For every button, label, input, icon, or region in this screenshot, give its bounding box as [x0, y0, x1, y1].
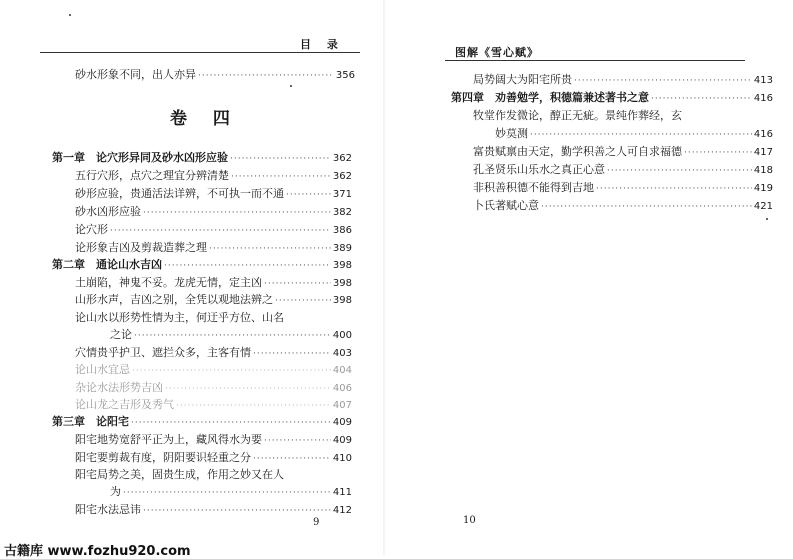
- toc-entry: [75, 451, 352, 466]
- toc-entry: [473, 109, 682, 123]
- toc-leader-dots: [253, 452, 331, 466]
- toc-entry-title: 土崩陷，神鬼不妥。龙虎无情，定主凶: [75, 276, 262, 289]
- toc-entry-title: 论山水以形势性情为主，何迂乎方位、山名: [75, 311, 284, 324]
- toc-leader-dots: [231, 170, 331, 184]
- page-number-left: 9: [313, 517, 320, 528]
- toc-leader-dots: [574, 74, 752, 88]
- toc-leader-dots: [164, 259, 331, 273]
- toc-leader-dots: [286, 188, 331, 202]
- toc-leader-dots: [134, 329, 331, 343]
- left-page: [0, 0, 385, 555]
- toc-entry: [473, 199, 773, 214]
- toc-entry-title: 论山龙之吉形及秀气: [75, 398, 174, 411]
- toc-entry-page: 389: [332, 243, 352, 254]
- toc-entry-page: 398: [332, 260, 352, 271]
- toc-leader-dots: [165, 382, 331, 396]
- toc-leader-dots: [132, 364, 331, 378]
- toc-leader-dots: [684, 146, 752, 160]
- toc-entry: [75, 398, 352, 413]
- toc-entry-page: 417: [753, 147, 773, 158]
- watermark-text: 古籍库 www.fozhu920.com: [4, 544, 191, 559]
- toc-entry-page: 416: [753, 129, 773, 140]
- running-head-right: 图解《雪心赋》: [455, 46, 539, 59]
- toc-entry-page: 398: [332, 295, 352, 306]
- toc-leader-dots: [253, 347, 331, 361]
- toc-entry-title: 杂论水法形势吉凶: [75, 381, 163, 394]
- toc-entry: [110, 485, 352, 500]
- toc-entry-page: 386: [332, 225, 352, 236]
- toc-entry-page: 362: [332, 153, 352, 164]
- page-number-right: 10: [463, 515, 476, 526]
- toc-entry-title: 卜氏著赋心意: [473, 199, 539, 212]
- scan-speck: [290, 85, 292, 87]
- toc-entry-page: 404: [332, 365, 352, 376]
- toc-entry-title: 非积善积德不能得到吉地: [473, 181, 594, 194]
- toc-entry: [75, 223, 352, 238]
- toc-entry-title: 穴情贵乎护卫、遮拦众多，主客有情: [75, 346, 251, 359]
- volume-heading: 卷 四: [170, 109, 240, 129]
- toc-entry-title: 第三章 论阳宅: [52, 415, 129, 428]
- toc-entry: [495, 127, 773, 142]
- toc-leader-dots: [541, 200, 752, 214]
- toc-entry: [75, 433, 352, 448]
- scan-speck: [69, 14, 71, 16]
- toc-entry-title: 砂水凶形应验: [75, 205, 141, 218]
- toc-leader-dots: [110, 224, 331, 238]
- toc-entry: [52, 258, 352, 273]
- toc-leader-dots: [143, 206, 331, 220]
- toc-leader-dots: [275, 294, 331, 308]
- toc-leader-dots: [651, 92, 752, 106]
- toc-leader-dots: [123, 486, 331, 500]
- toc-entry-title: 阳宅地势宽舒平正为上，藏风得水为要: [75, 433, 262, 446]
- scan-speck: [766, 218, 768, 220]
- toc-entry-page: 416: [753, 93, 773, 104]
- toc-entry-page: 409: [332, 417, 352, 428]
- toc-entry-title: 五行穴形，点穴之理宜分辨清楚: [75, 169, 229, 182]
- toc-entry-title: 妙莫测: [495, 127, 528, 140]
- toc-entry: [110, 328, 352, 343]
- toc-entry-title: 山形水声，吉凶之别，全凭以观地法辨之: [75, 293, 273, 306]
- toc-entry-title: 阳宅要剪裁有度，阴阳要识轻重之分: [75, 451, 251, 464]
- toc-entry-title: 局势阔大为阳宅所贵: [473, 73, 572, 86]
- toc-entry-page: 421: [753, 201, 773, 212]
- toc-entry-title: 第一章 论穴形异同及砂水凶形应验: [52, 151, 228, 164]
- toc-leader-dots: [143, 504, 331, 518]
- toc-entry-page: 382: [332, 207, 352, 218]
- toc-entry-title: 牧堂作发微论，醇正无疵。景纯作葬经，玄: [473, 109, 682, 122]
- toc-entry: [75, 346, 352, 361]
- toc-entry: [75, 468, 284, 482]
- toc-entry: [75, 381, 352, 396]
- toc-entry: [75, 241, 352, 256]
- toc-entry-page: 410: [332, 453, 352, 464]
- toc-entry-page: 400: [332, 330, 352, 341]
- toc-entry-page: 412: [332, 505, 352, 516]
- toc-entry: [75, 205, 352, 220]
- toc-entry-title: 孔圣贤乐山乐水之真正心意: [473, 163, 605, 176]
- right-page: [385, 0, 793, 555]
- toc-leader-dots: [264, 434, 331, 448]
- toc-entry-page: 362: [332, 171, 352, 182]
- toc-entry: [75, 169, 352, 184]
- header-rule-left: [40, 52, 360, 53]
- toc-entry: [75, 311, 284, 325]
- toc-entry: [75, 503, 352, 518]
- toc-entry: [473, 163, 773, 178]
- toc-leader-dots: [131, 416, 331, 430]
- toc-entry-title: 论穴形: [75, 223, 108, 236]
- toc-entry-title: 之论: [110, 328, 132, 341]
- running-head-left: 目 录: [300, 38, 344, 51]
- toc-entry-page: 418: [753, 165, 773, 176]
- toc-leader-dots: [530, 128, 752, 142]
- toc-leader-dots: [230, 152, 331, 166]
- toc-entry: [75, 363, 352, 378]
- toc-entry-page: 419: [753, 183, 773, 194]
- toc-entry-title: 第四章 劝善勉学，积德篇兼述著书之意: [451, 91, 649, 104]
- toc-leader-dots: [596, 182, 752, 196]
- toc-entry-page: 406: [332, 383, 352, 394]
- toc-entry-page: 371: [332, 189, 352, 200]
- header-rule-right: [445, 60, 745, 61]
- toc-entry: [75, 293, 352, 308]
- toc-entry-title: 阳宅水法忌讳: [75, 503, 141, 516]
- toc-leader-dots: [607, 164, 752, 178]
- toc-entry-title: 富贵赋禀由天定，勤学积善之人可自求福德: [473, 145, 682, 158]
- toc-entry: [473, 145, 773, 160]
- toc-entry-title: 第二章 通论山水吉凶: [52, 258, 162, 271]
- toc-entry: [75, 187, 352, 202]
- toc-entry: [52, 151, 352, 166]
- toc-entry-title: 为: [110, 485, 121, 498]
- toc-entry-page: 403: [332, 348, 352, 359]
- toc-entry: [75, 276, 352, 291]
- toc-entry: [451, 91, 773, 106]
- toc-leader-dots: [209, 242, 331, 256]
- toc-entry: [473, 73, 773, 88]
- toc-entry-page: 398: [332, 278, 352, 289]
- toc-entry-page: 409: [332, 435, 352, 446]
- toc-entry: [473, 181, 773, 196]
- toc-leader-dots: [264, 277, 331, 291]
- toc-entry-title: 论形象吉凶及剪裁造葬之理: [75, 241, 207, 254]
- toc-entry-title: 论山水宜忌: [75, 363, 130, 376]
- toc-leader-dots: [176, 399, 331, 413]
- toc-entry-title: 砂形应验，贵通活法详辨，不可执一而不通: [75, 187, 284, 200]
- toc-entry-continued: 砂水形象不同，出人亦异 ····· 356: [75, 68, 355, 83]
- toc-entry-page: 407: [332, 400, 352, 411]
- toc-entry: [52, 415, 352, 430]
- toc-entry-title: 阳宅局势之美，固贵生成，作用之妙又在人: [75, 468, 284, 481]
- toc-entry-page: 411: [332, 487, 352, 498]
- toc-entry-page: 413: [753, 75, 773, 86]
